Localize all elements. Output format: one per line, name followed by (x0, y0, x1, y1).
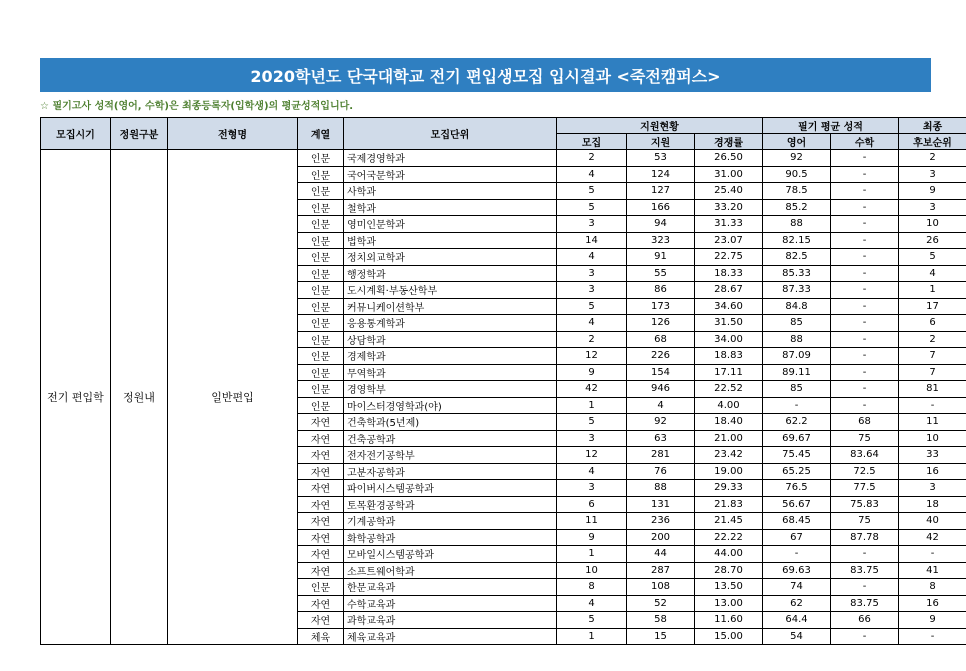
ratio-cell: 13.50 (695, 579, 763, 596)
final-rank-cell: 9 (899, 612, 966, 629)
math-score-cell: - (831, 628, 899, 645)
ratio-cell: 25.40 (695, 183, 763, 200)
recruit-cell: 3 (557, 480, 627, 497)
math-score-cell: - (831, 150, 899, 167)
ratio-cell: 31.33 (695, 216, 763, 233)
apply-cell: 131 (627, 496, 695, 513)
unit-cell: 경제학과 (344, 348, 557, 365)
recruit-cell: 5 (557, 298, 627, 315)
apply-cell: 124 (627, 166, 695, 183)
unit-cell: 행정학과 (344, 265, 557, 282)
math-score-cell: - (831, 397, 899, 414)
ratio-cell: 28.70 (695, 562, 763, 579)
ratio-cell: 26.50 (695, 150, 763, 167)
english-score-cell: 85 (763, 315, 831, 332)
english-score-cell: 84.8 (763, 298, 831, 315)
final-rank-cell: 2 (899, 150, 966, 167)
final-rank-cell: - (899, 397, 966, 414)
recruit-cell: 4 (557, 315, 627, 332)
field-cell: 인문 (298, 150, 344, 167)
math-score-cell: - (831, 348, 899, 365)
apply-cell: 127 (627, 183, 695, 200)
col-ratio: 경쟁률 (695, 134, 763, 150)
table-body (41, 150, 966, 645)
unit-cell: 화학공학과 (344, 529, 557, 546)
field-cell: 인문 (298, 331, 344, 348)
unit-cell: 전자전기공학부 (344, 447, 557, 464)
unit-cell: 과학교육과 (344, 612, 557, 629)
ratio-cell: 22.52 (695, 381, 763, 398)
english-score-cell: 62 (763, 595, 831, 612)
apply-cell: 55 (627, 265, 695, 282)
ratio-cell: 33.20 (695, 199, 763, 216)
final-rank-cell: 2 (899, 331, 966, 348)
field-cell: 자연 (298, 612, 344, 629)
final-rank-cell: 6 (899, 315, 966, 332)
field-cell: 인문 (298, 381, 344, 398)
final-rank-cell: 1 (899, 282, 966, 299)
math-score-cell: 75 (831, 513, 899, 530)
apply-cell: 126 (627, 315, 695, 332)
math-score-cell: 87.78 (831, 529, 899, 546)
apply-cell: 200 (627, 529, 695, 546)
math-score-cell: - (831, 166, 899, 183)
recruit-cell: 1 (557, 628, 627, 645)
math-score-cell: - (831, 364, 899, 381)
english-score-cell: 75.45 (763, 447, 831, 464)
math-score-cell: 77.5 (831, 480, 899, 497)
final-rank-cell: 41 (899, 562, 966, 579)
final-rank-cell: 26 (899, 232, 966, 249)
apply-cell: 53 (627, 150, 695, 167)
recruit-cell: 10 (557, 562, 627, 579)
final-rank-cell: 3 (899, 166, 966, 183)
english-score-cell: 85.33 (763, 265, 831, 282)
final-rank-cell: 9 (899, 183, 966, 200)
math-score-cell: - (831, 381, 899, 398)
apply-cell: 236 (627, 513, 695, 530)
recruit-cell: 9 (557, 364, 627, 381)
table-row (41, 150, 966, 167)
english-score-cell: 74 (763, 579, 831, 596)
field-cell: 자연 (298, 496, 344, 513)
apply-cell: 86 (627, 282, 695, 299)
recruit-cell: 3 (557, 216, 627, 233)
ratio-cell: 13.00 (695, 595, 763, 612)
math-score-cell: - (831, 265, 899, 282)
group-quota-cell: 정원내 (111, 150, 168, 645)
col-group-applicants: 지원현황 (557, 118, 763, 134)
field-cell: 자연 (298, 414, 344, 431)
recruit-cell: 14 (557, 232, 627, 249)
unit-cell: 파이버시스템공학과 (344, 480, 557, 497)
math-score-cell: 68 (831, 414, 899, 431)
apply-cell: 946 (627, 381, 695, 398)
recruit-cell: 1 (557, 546, 627, 563)
ratio-cell: 44.00 (695, 546, 763, 563)
col-quota-type: 정원구분 (111, 118, 168, 150)
apply-cell: 68 (627, 331, 695, 348)
unit-cell: 건축공학과 (344, 430, 557, 447)
unit-cell: 고분자공학과 (344, 463, 557, 480)
field-cell: 인문 (298, 183, 344, 200)
english-score-cell: 90.5 (763, 166, 831, 183)
field-cell: 인문 (298, 265, 344, 282)
final-rank-cell: 18 (899, 496, 966, 513)
final-rank-cell: 42 (899, 529, 966, 546)
unit-cell: 국어국문학과 (344, 166, 557, 183)
english-score-cell: 88 (763, 331, 831, 348)
field-cell: 인문 (298, 166, 344, 183)
ratio-cell: 34.00 (695, 331, 763, 348)
unit-cell: 국제경영학과 (344, 150, 557, 167)
math-score-cell: - (831, 216, 899, 233)
col-final-rank-bottom: 후보순위 (899, 134, 966, 150)
final-rank-cell: 40 (899, 513, 966, 530)
english-score-cell: 82.5 (763, 249, 831, 266)
english-score-cell: 78.5 (763, 183, 831, 200)
ratio-cell: 15.00 (695, 628, 763, 645)
recruit-cell: 42 (557, 381, 627, 398)
recruit-cell: 9 (557, 529, 627, 546)
recruit-cell: 4 (557, 249, 627, 266)
apply-cell: 108 (627, 579, 695, 596)
apply-cell: 63 (627, 430, 695, 447)
english-score-cell: 87.09 (763, 348, 831, 365)
english-score-cell: - (763, 546, 831, 563)
apply-cell: 91 (627, 249, 695, 266)
apply-cell: 166 (627, 199, 695, 216)
field-cell: 인문 (298, 579, 344, 596)
recruit-cell: 1 (557, 397, 627, 414)
final-rank-cell: 11 (899, 414, 966, 431)
field-cell: 인문 (298, 397, 344, 414)
field-cell: 인문 (298, 315, 344, 332)
apply-cell: 44 (627, 546, 695, 563)
ratio-cell: 21.45 (695, 513, 763, 530)
english-score-cell: 85.2 (763, 199, 831, 216)
ratio-cell: 21.00 (695, 430, 763, 447)
apply-cell: 154 (627, 364, 695, 381)
recruit-cell: 3 (557, 430, 627, 447)
apply-cell: 281 (627, 447, 695, 464)
english-score-cell: 67 (763, 529, 831, 546)
recruit-cell: 12 (557, 447, 627, 464)
apply-cell: 287 (627, 562, 695, 579)
math-score-cell: - (831, 546, 899, 563)
apply-cell: 92 (627, 414, 695, 431)
final-rank-cell: 5 (899, 249, 966, 266)
math-score-cell: - (831, 315, 899, 332)
final-rank-cell: 7 (899, 364, 966, 381)
col-unit: 모집단위 (344, 118, 557, 150)
ratio-cell: 18.40 (695, 414, 763, 431)
unit-cell: 마이스터경영학과(야) (344, 397, 557, 414)
field-cell: 자연 (298, 430, 344, 447)
recruit-cell: 3 (557, 282, 627, 299)
english-score-cell: 88 (763, 216, 831, 233)
unit-cell: 건축학과(5년제) (344, 414, 557, 431)
math-score-cell: 72.5 (831, 463, 899, 480)
field-cell: 인문 (298, 232, 344, 249)
final-rank-cell: 4 (899, 265, 966, 282)
recruit-cell: 12 (557, 348, 627, 365)
final-rank-cell: 7 (899, 348, 966, 365)
english-score-cell: 87.33 (763, 282, 831, 299)
recruit-cell: 8 (557, 579, 627, 596)
apply-cell: 88 (627, 480, 695, 497)
unit-cell: 토목환경공학과 (344, 496, 557, 513)
apply-cell: 323 (627, 232, 695, 249)
recruit-cell: 5 (557, 199, 627, 216)
unit-cell: 법학과 (344, 232, 557, 249)
math-score-cell: - (831, 298, 899, 315)
ratio-cell: 17.11 (695, 364, 763, 381)
ratio-cell: 29.33 (695, 480, 763, 497)
unit-cell: 수학교육과 (344, 595, 557, 612)
ratio-cell: 23.42 (695, 447, 763, 464)
field-cell: 자연 (298, 513, 344, 530)
ratio-cell: 28.67 (695, 282, 763, 299)
ratio-cell: 23.07 (695, 232, 763, 249)
field-cell: 인문 (298, 282, 344, 299)
final-rank-cell: 3 (899, 480, 966, 497)
field-cell: 체육 (298, 628, 344, 645)
field-cell: 인문 (298, 348, 344, 365)
col-apply: 지원 (627, 134, 695, 150)
english-score-cell: 92 (763, 150, 831, 167)
unit-cell: 정치외교학과 (344, 249, 557, 266)
col-group-scores: 필기 평균 성적 (763, 118, 899, 134)
english-score-cell: 64.4 (763, 612, 831, 629)
ratio-cell: 18.33 (695, 265, 763, 282)
recruit-cell: 3 (557, 265, 627, 282)
english-score-cell: 76.5 (763, 480, 831, 497)
final-rank-cell: - (899, 546, 966, 563)
math-score-cell: 66 (831, 612, 899, 629)
math-score-cell: 75.83 (831, 496, 899, 513)
recruit-cell: 4 (557, 463, 627, 480)
math-score-cell: 83.64 (831, 447, 899, 464)
col-final-rank-top: 최종 (899, 118, 966, 134)
english-score-cell: 54 (763, 628, 831, 645)
ratio-cell: 4.00 (695, 397, 763, 414)
final-rank-cell: 17 (899, 298, 966, 315)
ratio-cell: 18.83 (695, 348, 763, 365)
apply-cell: 76 (627, 463, 695, 480)
col-math: 수학 (831, 134, 899, 150)
final-rank-cell: 10 (899, 430, 966, 447)
apply-cell: 94 (627, 216, 695, 233)
unit-cell: 영미인문학과 (344, 216, 557, 233)
col-recruit: 모집 (557, 134, 627, 150)
recruit-cell: 5 (557, 414, 627, 431)
math-score-cell: - (831, 249, 899, 266)
english-score-cell: 62.2 (763, 414, 831, 431)
apply-cell: 173 (627, 298, 695, 315)
apply-cell: 58 (627, 612, 695, 629)
col-period: 모집시기 (41, 118, 111, 150)
unit-cell: 체육교육과 (344, 628, 557, 645)
unit-cell: 커뮤니케이션학부 (344, 298, 557, 315)
final-rank-cell: 16 (899, 595, 966, 612)
ratio-cell: 22.75 (695, 249, 763, 266)
unit-cell: 기계공학과 (344, 513, 557, 530)
field-cell: 자연 (298, 480, 344, 497)
apply-cell: 15 (627, 628, 695, 645)
english-score-cell: 69.67 (763, 430, 831, 447)
page-title: 2020학년도 단국대학교 전기 편입생모집 입시결과 <죽전캠퍼스> (40, 58, 931, 92)
field-cell: 인문 (298, 364, 344, 381)
col-admission-type: 전형명 (168, 118, 298, 150)
english-score-cell: - (763, 397, 831, 414)
english-score-cell: 69.63 (763, 562, 831, 579)
english-score-cell: 82.15 (763, 232, 831, 249)
unit-cell: 소프트웨어학과 (344, 562, 557, 579)
unit-cell: 한문교육과 (344, 579, 557, 596)
ratio-cell: 21.83 (695, 496, 763, 513)
final-rank-cell: 3 (899, 199, 966, 216)
unit-cell: 도시계획·부동산학부 (344, 282, 557, 299)
field-cell: 자연 (298, 595, 344, 612)
english-score-cell: 89.11 (763, 364, 831, 381)
english-score-cell: 65.25 (763, 463, 831, 480)
unit-cell: 경영학부 (344, 381, 557, 398)
col-field: 계열 (298, 118, 344, 150)
recruit-cell: 5 (557, 183, 627, 200)
math-score-cell: - (831, 282, 899, 299)
table-header (41, 118, 966, 150)
unit-cell: 사학과 (344, 183, 557, 200)
col-english: 영어 (763, 134, 831, 150)
math-score-cell: 83.75 (831, 595, 899, 612)
final-rank-cell: 81 (899, 381, 966, 398)
ratio-cell: 22.22 (695, 529, 763, 546)
group-admission-cell: 일반편입 (168, 150, 298, 645)
field-cell: 자연 (298, 447, 344, 464)
english-score-cell: 85 (763, 381, 831, 398)
english-score-cell: 56.67 (763, 496, 831, 513)
unit-cell: 상담학과 (344, 331, 557, 348)
field-cell: 자연 (298, 562, 344, 579)
ratio-cell: 31.50 (695, 315, 763, 332)
recruit-cell: 5 (557, 612, 627, 629)
recruit-cell: 4 (557, 595, 627, 612)
field-cell: 인문 (298, 298, 344, 315)
math-score-cell: - (831, 331, 899, 348)
ratio-cell: 19.00 (695, 463, 763, 480)
unit-cell: 응용통계학과 (344, 315, 557, 332)
field-cell: 인문 (298, 216, 344, 233)
apply-cell: 226 (627, 348, 695, 365)
field-cell: 인문 (298, 249, 344, 266)
recruit-cell: 4 (557, 166, 627, 183)
math-score-cell: - (831, 199, 899, 216)
ratio-cell: 34.60 (695, 298, 763, 315)
final-rank-cell: 10 (899, 216, 966, 233)
apply-cell: 4 (627, 397, 695, 414)
final-rank-cell: 33 (899, 447, 966, 464)
english-score-cell: 68.45 (763, 513, 831, 530)
final-rank-cell: - (899, 628, 966, 645)
field-cell: 자연 (298, 546, 344, 563)
recruit-cell: 2 (557, 150, 627, 167)
recruit-cell: 11 (557, 513, 627, 530)
field-cell: 자연 (298, 529, 344, 546)
math-score-cell: - (831, 183, 899, 200)
math-score-cell: - (831, 232, 899, 249)
results-table (40, 117, 966, 645)
unit-cell: 모바일시스템공학과 (344, 546, 557, 563)
field-cell: 인문 (298, 199, 344, 216)
math-score-cell: 83.75 (831, 562, 899, 579)
unit-cell: 철학과 (344, 199, 557, 216)
final-rank-cell: 16 (899, 463, 966, 480)
recruit-cell: 2 (557, 331, 627, 348)
unit-cell: 무역학과 (344, 364, 557, 381)
recruit-cell: 6 (557, 496, 627, 513)
final-rank-cell: 8 (899, 579, 966, 596)
group-period-cell: 전기 편입학 (41, 150, 111, 645)
ratio-cell: 31.00 (695, 166, 763, 183)
ratio-cell: 11.60 (695, 612, 763, 629)
field-cell: 자연 (298, 463, 344, 480)
math-score-cell: - (831, 579, 899, 596)
math-score-cell: 75 (831, 430, 899, 447)
apply-cell: 52 (627, 595, 695, 612)
score-note: ☆ 필기고사 성적(영어, 수학)은 최종등록자(입학생)의 평균성적입니다. (40, 101, 354, 112)
